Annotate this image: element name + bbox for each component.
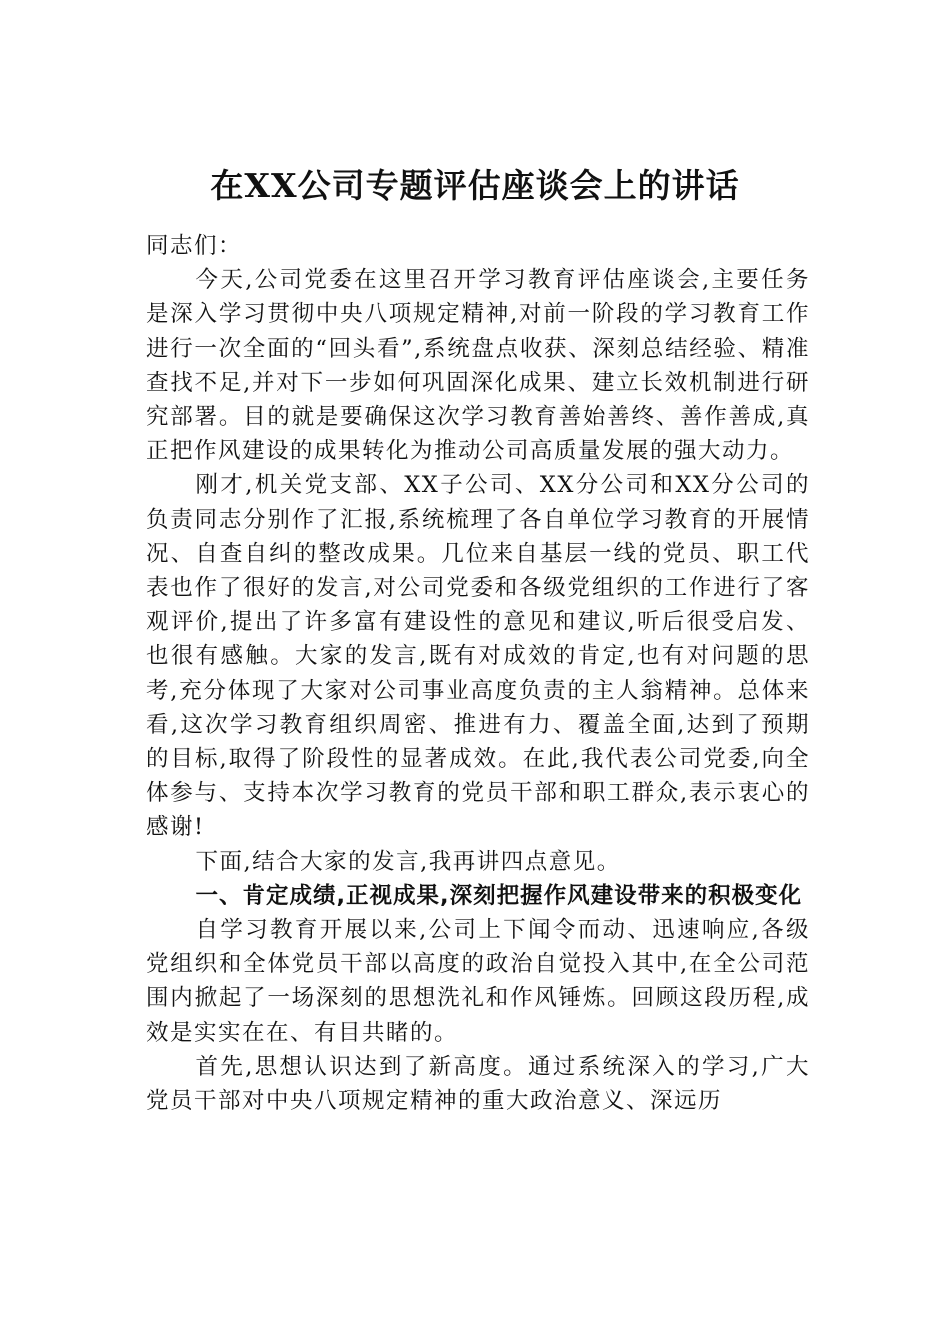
paragraph-section-1-first: 首先,思想认识达到了新高度。通过系统深入的学习,广大党员干部对中央八项规定精神的重大政治意义、深远历 (146, 1053, 810, 1115)
document-title: 在XX公司专题评估座谈会上的讲话 (210, 166, 740, 205)
paragraph-section-1-intro: 自学习教育开展以来,公司上下闻令而动、迅速响应,各级党组织和全体党员干部以高度的政治自觉投入其中,在全公司范围内掀起了一场深刻的思想洗礼和作风锤炼。回顾这段历程,成效是实实在在、有目共睹的。 (146, 917, 810, 1046)
paragraph-transition: 下面,结合大家的发言,我再讲四点意见。 (195, 848, 621, 875)
paragraph-intro: 今天,公司党委在这里召开学习教育评估座谈会,主要任务是深入学习贯彻中央八项规定精神,对前一阶段的学习教育工作进行一次全面的“回头看”,系统盘点收获、深刻总结经验、精准查找不足,并对下一步如何巩固深化成果、建立长效机制进行研究部署。目的就是要确保这次学习教育善始善终、善作善成,真正把作风建设的成果转化为推动公司高质量发展的强大动力。 (146, 267, 810, 465)
document-body (146, 229, 810, 1118)
section-heading-1: 一、肯定成绩,正视成果,深刻把握作风建设带来的积极变化 (195, 882, 803, 909)
salutation: 同志们： (146, 233, 243, 259)
paragraph-reports: 刚才,机关党支部、XX子公司、XX分公司和XX分公司的负责同志分别作了汇报,系统梳理了各自单位学习教育的开展情况、自查自纠的整改成果。几位来自基层一线的党员、职工代表也作了很好的发言,对公司党委和各级党组织的工作进行了客观评价,提出了许多富有建设性的意见和建议,听后很受启发、也很有感触。大家的发言,既有对成效的肯定,也有对问题的思考,充分体现了大家对公司事业高度负责的主人翁精神。总体来看,这次学习教育组织周密、推进有力、覆盖全面,达到了预期的目标,取得了阶段性的显著成效。在此,我代表公司党委,向全体参与、支持本次学习教育的党员干部和职工群众,表示衷心的感谢! (146, 472, 810, 841)
